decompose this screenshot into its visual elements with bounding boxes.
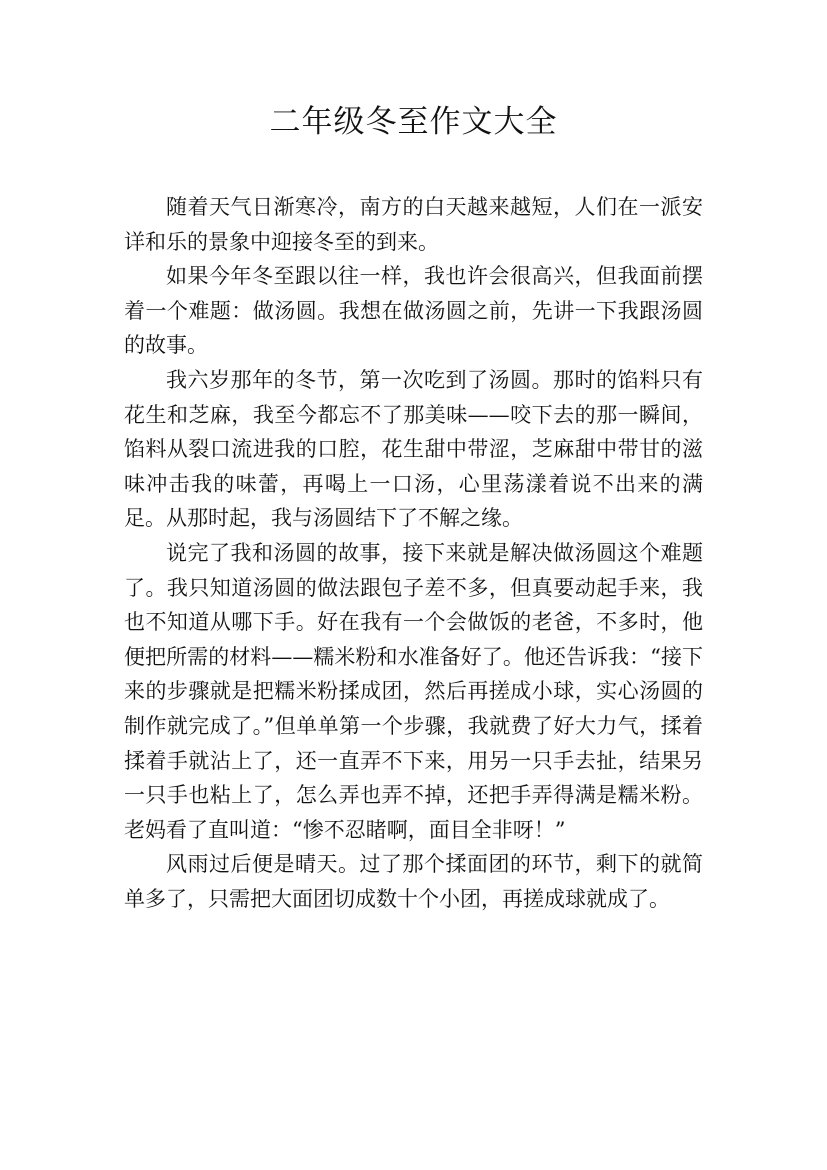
paragraph: 如果今年冬至跟以往一样，我也许会很高兴，但我面前摆着一个难题：做汤圆。我想在做汤圆之前，先讲一下我跟汤圆的故事。 — [124, 264, 703, 358]
paragraph: 随着天气日渐寒冷，南方的白天越来越短，人们在一派安详和乐的景象中迎接冬至的到来。 — [124, 195, 703, 254]
document-title: 二年级冬至作文大全 — [269, 104, 558, 140]
paragraph: 我六岁那年的冬节，第一次吃到了汤圆。那时的馅料只有花生和芝麻，我至今都忘不了那美味——咬下去的那一瞬间，馅料从裂口流进我的口腔，花生甜中带涩，芝麻甜中带甘的滋味冲击我的味蕾，再喝上一口汤，心里荡漾着说不出来的满足。从那时起，我与汤圆结下了不解之缘。 — [124, 367, 703, 531]
document-body — [124, 190, 703, 916]
paragraph: 风雨过后便是晴天。过了那个揉面团的环节，剩下的就简单多了，只需把大面团切成数十个小团，再搓成球就成了。 — [124, 852, 703, 911]
paragraph: 说完了我和汤圆的故事，接下来就是解决做汤圆这个难题了。我只知道汤圆的做法跟包子差不多，但真要动起手来，我也不知道从哪下手。好在我有一个会做饭的老爸，不多时，他便把所需的材料——糯米粉和水准备好了。他还告诉我：“接下来的步骤就是把糯米粉揉成团，然后再搓成小球，实心汤圆的制作就完成了。”但单单第一个步骤，我就费了好大力气，揉着揉着手就沾上了，还一直弄不下来，用另一只手去扯，结果另一只手也粘上了，怎么弄也弄不掉，还把手弄得满是糯米粉。老妈看了直叫道：“惨不忍睹啊，面目全非呀！” — [124, 540, 703, 842]
